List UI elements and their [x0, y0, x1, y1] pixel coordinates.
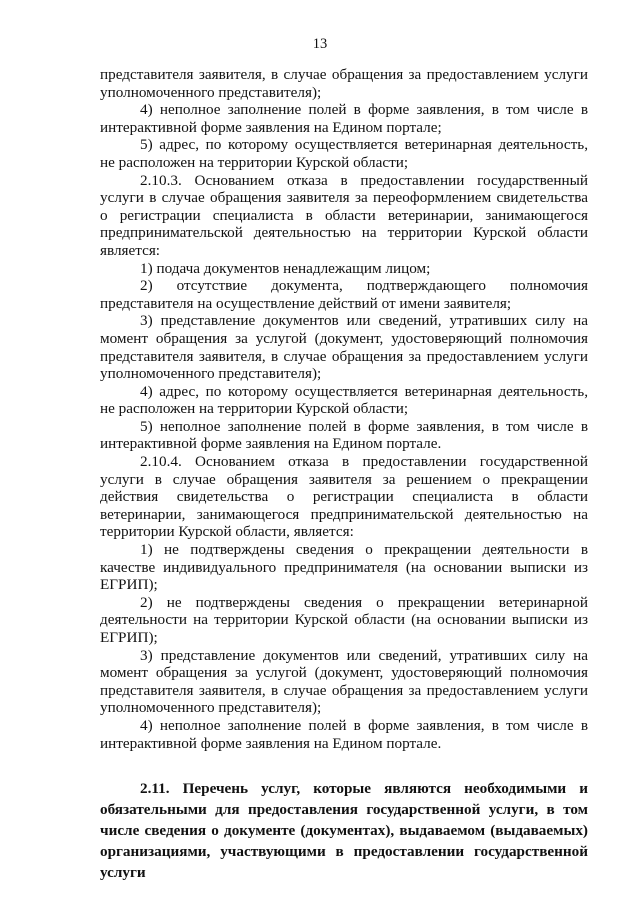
paragraph: 5) неполное заполнение полей в форме заявления, в том числе в интерактивной форме заявления на Едином портале. [100, 417, 588, 453]
paragraph: 4) адрес, по которому осуществляется ветеринарная деятельность, не расположен на территории Курской области; [100, 382, 588, 418]
paragraph: 2) не подтверждены сведения о прекращении ветеринарной деятельности на территории Курской области (на основании выписки из ЕГРИП); [100, 593, 588, 646]
paragraph: представителя заявителя, в случае обращения за предоставлением услуги уполномоченного представителя); [100, 66, 588, 101]
paragraph: 2) отсутствие документа, подтверждающего полномочия представителя на осуществление действий от имени заявителя; [100, 277, 588, 312]
paragraph: 2.10.3. Основанием отказа в предоставлении государственный услуги в случае обращения заявителя за переоформлением свидетельства о регистрации специалиста в области ветеринарии, занимающегося предпринимательской деятельностью на территории Курской области является: [100, 171, 588, 259]
paragraph: 1) не подтверждены сведения о прекращении деятельности в качестве индивидуального предпринимателя (на основании выписки из ЕГРИП); [100, 541, 588, 594]
paragraph: 5) адрес, по которому осуществляется ветеринарная деятельность, не расположен на территории Курской области; [100, 136, 588, 171]
page-number: 13 [312, 36, 328, 52]
paragraph: 3) представление документов или сведений, утративших силу на момент обращения за услугой (документ, удостоверяющий полномочия представителя заявителя, в случае обращения за предоставлением услуги уполномоченного представителя); [100, 312, 588, 383]
document-body [100, 66, 588, 883]
paragraph: 3) представление документов или сведений, утративших силу на момент обращения за услугой (документ, удостоверяющий полномочия представителя заявителя, в случае обращения за предоставлением услуги уполномоченного представителя); [100, 646, 588, 717]
section-heading: 2.11. Перечень услуг, которые являются необходимыми и обязательными для предоставления государственной услуги, в том числе сведения о документе (документах), выдаваемом (выдаваемых) организациями, участвующими в предоставлении государственной услуги [100, 780, 588, 882]
paragraph: 4) неполное заполнение полей в форме заявления, в том числе в интерактивной форме заявления на Едином портале; [100, 101, 588, 136]
paragraph: 4) неполное заполнение полей в форме заявления, в том числе в интерактивной форме заявления на Едином портале. [100, 716, 588, 752]
paragraph: 1) подача документов ненадлежащим лицом; [140, 259, 431, 277]
paragraph: 2.10.4. Основанием отказа в предоставлении государственной услуги в случае обращения заявителя за решением о прекращении действия свидетельства о регистрации специалиста в области ветеринарии, занимающегося предпринимательской деятельностью на территории Курской области, является: [100, 453, 588, 541]
